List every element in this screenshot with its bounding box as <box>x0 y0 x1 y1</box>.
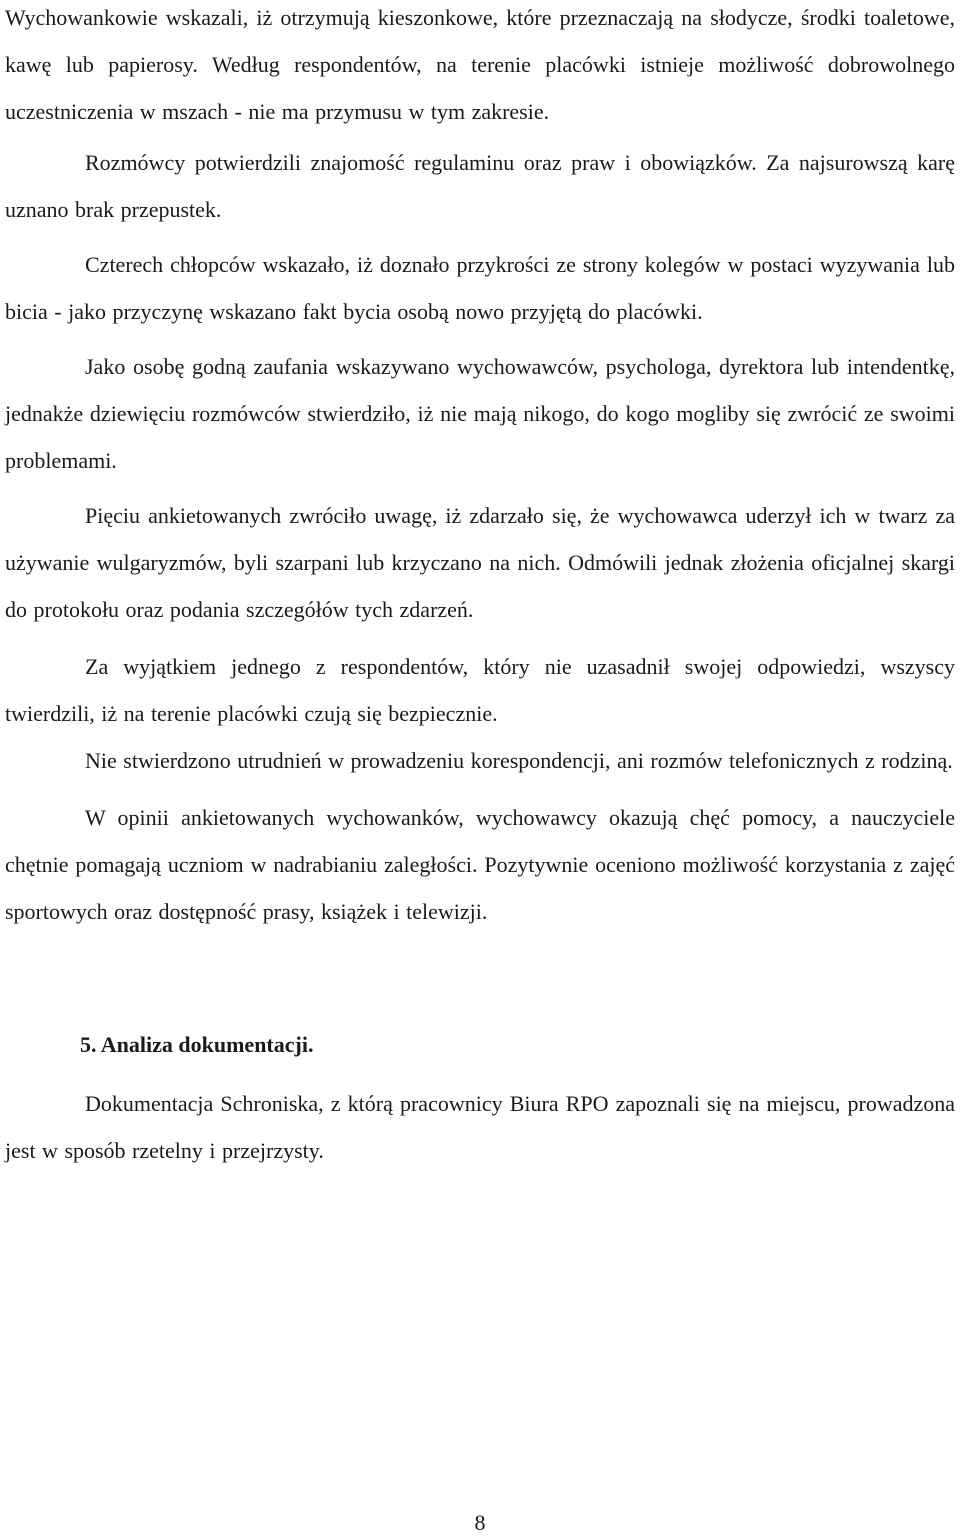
section-heading: 5. Analiza dokumentacji. <box>80 1032 314 1057</box>
document-page <box>5 0 955 1174</box>
paragraph-educator-violence: Pięciu ankietowanych zwróciło uwagę, iż zdarzało się, że wychowawca uderzył ich w twarz za używanie wulgaryzmów, byli szarpani lub krzyczano na nich. Odmówili jednak złożenia oficjalnej skargi do protokołu oraz podania szczegółów tych zdarzeń. <box>5 503 955 622</box>
paragraph-peer-harassment: Czterech chłopców wskazało, iż doznało przykrości ze strony kolegów w postaci wyzywania lub bicia - jako przyczynę wskazano fakt bycia osobą nowo przyjętą do placówki. <box>5 252 955 324</box>
paragraph-trusted-persons: Jako osobę godną zaufania wskazywano wychowawców, psychologa, dyrektora lub intendentkę, jednakże dziewięciu rozmówców stwierdziło, iż nie mają nikogo, do kogo mogliby się zwrócić ze swoimi problemami. <box>5 354 955 473</box>
paragraph-safety: Za wyjątkiem jednego z respondentów, który nie uzasadnił swojej odpowiedzi, wszyscy twierdzili, iż na terenie placówki czują się bezpiecznie. <box>5 654 955 726</box>
paragraph-regulations: Rozmówcy potwierdzili znajomość regulaminu oraz praw i obowiązków. Za najsurowszą karę uznano brak przepustek. <box>5 150 955 222</box>
paragraph-pocket-money: Wychowankowie wskazali, iż otrzymują kieszonkowe, które przeznaczają na słodycze, środki toaletowe, kawę lub papierosy. Według respondentów, na terenie placówki istnieje możliwość dobrowolnego uczestniczenia w mszach - nie ma przymusu w tym zakresie. <box>5 5 955 124</box>
paragraph-documentation: Dokumentacja Schroniska, z którą pracownicy Biura RPO zapoznali się na miejscu, prowadzona jest w sposób rzetelny i przejrzysty. <box>5 1091 955 1163</box>
paragraph-staff-opinion: W opinii ankietowanych wychowanków, wychowawcy okazują chęć pomocy, a nauczyciele chętnie pomagają uczniom w nadrabianiu zaległości. Pozytywnie oceniono możliwość korzystania z zajęć sportowych oraz dostępność prasy, książek i telewizji. <box>5 805 955 924</box>
paragraph-correspondence: Nie stwierdzono utrudnień w prowadzeniu korespondencji, ani rozmów telefonicznych z rodziną. <box>85 748 953 773</box>
page-number: 8 <box>474 1510 486 1535</box>
